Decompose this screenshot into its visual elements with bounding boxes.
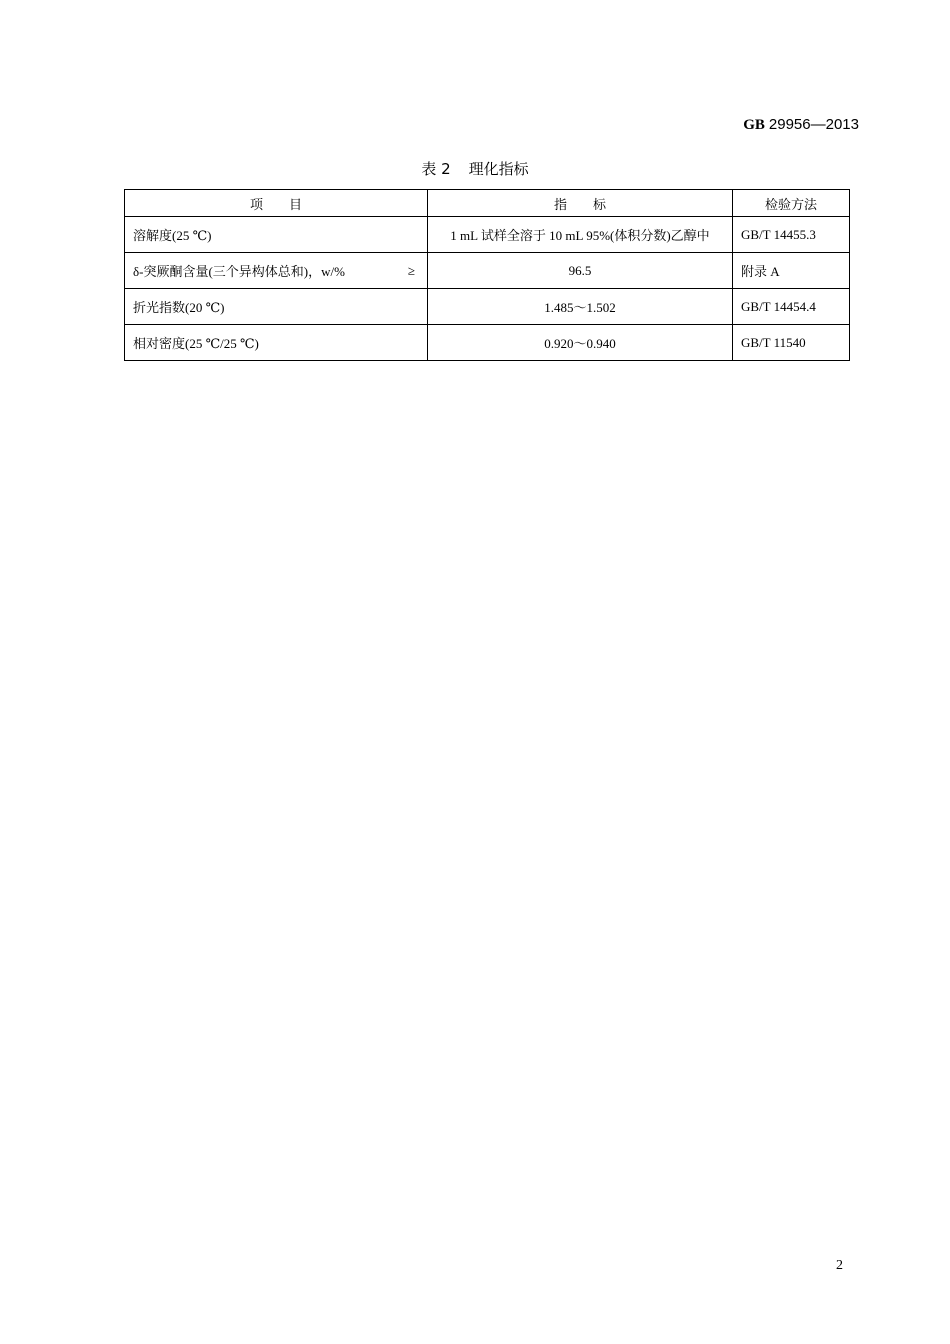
spec-value-cell: 1.485～1.502 — [428, 289, 733, 325]
table-row — [125, 217, 850, 253]
item-cell — [125, 217, 428, 253]
item-cell — [125, 253, 428, 289]
table-caption — [0, 158, 950, 180]
table-header-row — [125, 190, 850, 217]
item-label: δ-突厥酮含量(三个异构体总和)，w/% — [133, 264, 345, 279]
standard-number — [743, 115, 859, 135]
column-header-item: 项 目 — [125, 190, 428, 217]
spec-value-cell: 96.5 — [428, 253, 733, 289]
test-method-cell: 附录 A — [733, 253, 850, 289]
item-cell — [125, 325, 428, 361]
table-caption-title: 理化指标 — [468, 160, 529, 178]
item-label: 溶解度(25 ℃) — [133, 228, 212, 243]
table-caption-label: 表 2 — [421, 160, 451, 178]
item-cell — [125, 289, 428, 325]
spec-value-cell: 1 mL 试样全溶于 10 mL 95%(体积分数)乙醇中 — [428, 217, 733, 253]
column-header-method: 检验方法 — [733, 190, 850, 217]
table-row — [125, 325, 850, 361]
standard-code: 29956—2013 — [768, 116, 859, 133]
item-label: 折光指数(20 ℃) — [133, 300, 225, 315]
page-number: 2 — [836, 1258, 843, 1273]
column-header-spec: 指 标 — [428, 190, 733, 217]
test-method-cell: GB/T 11540 — [733, 325, 850, 361]
test-method-cell: GB/T 14455.3 — [733, 217, 850, 253]
item-label: 相对密度(25 ℃/25 ℃) — [133, 336, 259, 351]
table-row — [125, 289, 850, 325]
physicochemical-table — [124, 189, 850, 361]
comparison-symbol: ≥ — [407, 262, 415, 278]
test-method-cell: GB/T 14454.4 — [733, 289, 850, 325]
standard-prefix: GB — [743, 117, 765, 133]
spec-value-cell: 0.920～0.940 — [428, 325, 733, 361]
table-row — [125, 253, 850, 289]
